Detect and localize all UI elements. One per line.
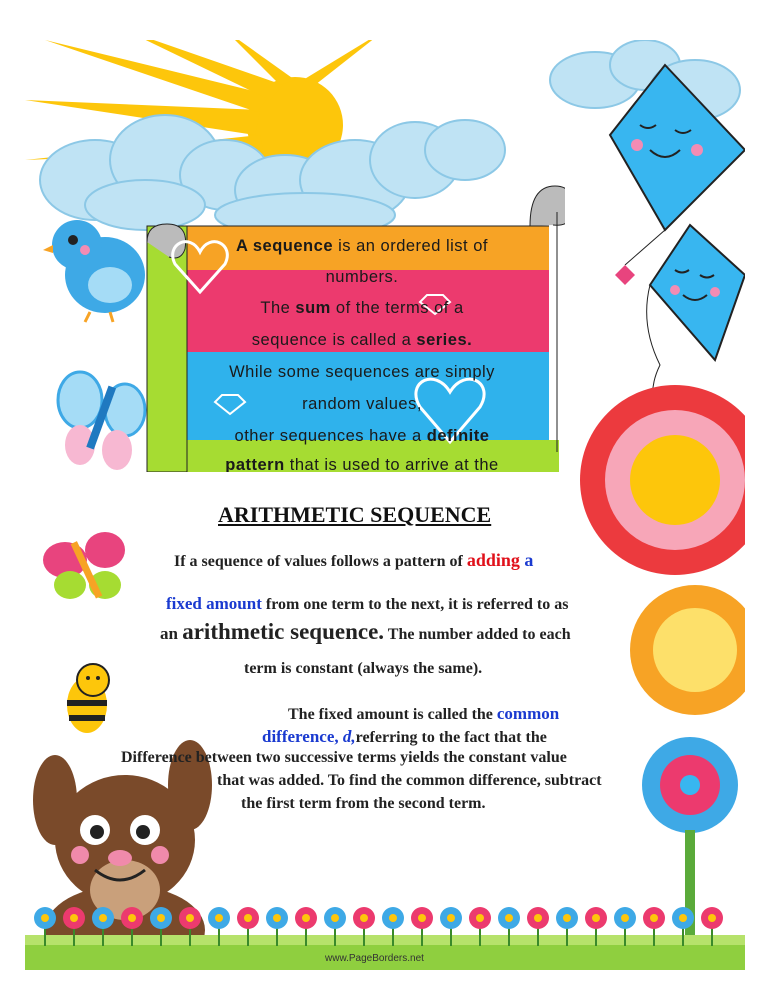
small-flower-center — [157, 914, 165, 922]
small-flower-center — [128, 914, 136, 922]
small-flower-stem — [334, 928, 336, 946]
small-flower-center — [418, 914, 426, 922]
flower-icon — [580, 385, 745, 575]
page-title: ARITHMETIC SEQUENCE — [218, 502, 492, 527]
scroll-line-4: sequence is called a series. — [251, 331, 473, 349]
small-flower-stem — [160, 928, 162, 946]
small-flower-stem — [682, 928, 684, 946]
small-flower-center — [99, 914, 107, 922]
bee-icon — [67, 664, 109, 733]
small-flower-center — [70, 914, 78, 922]
para2-line1: The fixed amount is called the common — [288, 704, 560, 723]
small-flower-stem — [421, 928, 423, 946]
scroll-line-5: While some sequences are simply — [229, 363, 495, 381]
small-flower-stem — [131, 928, 133, 946]
para2-line5: the first term from the second term. — [241, 795, 486, 812]
para2-line3: Difference between two successive terms yields the constant value — [121, 749, 567, 766]
small-flower-stem — [595, 928, 597, 946]
small-flower-center — [302, 914, 310, 922]
small-flower-center — [505, 914, 513, 922]
small-flower-stem — [102, 928, 104, 946]
small-flower-center — [447, 914, 455, 922]
scroll-line-8-clip — [182, 450, 542, 472]
small-flower-center — [331, 914, 339, 922]
scroll-line-7: other sequences have a definite — [234, 427, 490, 445]
scroll-line-1: A sequence is an ordered list of — [235, 237, 488, 255]
small-flower-center — [389, 914, 397, 922]
small-flower-center — [360, 914, 368, 922]
small-flower-stem — [479, 928, 481, 946]
small-flower-stem — [653, 928, 655, 946]
para1-line4: term is constant (always the same). — [244, 660, 483, 677]
small-flower-center — [592, 914, 600, 922]
small-flower-stem — [73, 928, 75, 946]
small-flower-center — [244, 914, 252, 922]
small-flower-stem — [537, 928, 539, 946]
para1-line2: fixed amount from one term to the next, it is referred to as — [166, 594, 569, 613]
para1-line3: an arithmetic sequence. The number added to each — [160, 619, 571, 644]
small-flower-center — [186, 914, 194, 922]
small-flower-stem — [450, 928, 452, 946]
small-flower-stem — [247, 928, 249, 946]
para2-line2: difference, d,referring to the fact that the — [262, 727, 547, 746]
small-flower-center — [476, 914, 484, 922]
para1-line1: If a sequence of values follows a pattern of adding a — [174, 550, 534, 570]
small-flower-stem — [624, 928, 626, 946]
small-flower-center — [679, 914, 687, 922]
scroll-line-8: pattern that is used to arrive at the — [225, 456, 499, 472]
small-flower-center — [41, 914, 49, 922]
small-flower-stem — [218, 928, 220, 946]
small-flower-center — [708, 914, 716, 922]
bird-icon — [43, 220, 145, 322]
small-flower-stem — [305, 928, 307, 946]
footer-url: www.PageBorders.net — [325, 953, 424, 964]
small-flower-stem — [44, 928, 46, 946]
scroll-line-6: random values, — [302, 395, 422, 413]
small-flower-stem — [508, 928, 510, 946]
small-flower-stem — [566, 928, 568, 946]
butterfly-icon — [58, 372, 145, 470]
para2-line4: that was added. To find the common difference, subtract — [217, 772, 602, 789]
scroll-line-3: The sum of the terms of a — [260, 299, 464, 317]
small-flower-stem — [363, 928, 365, 946]
small-flower-center — [273, 914, 281, 922]
small-flower-center — [650, 914, 658, 922]
small-flower-center — [563, 914, 571, 922]
flower-icon — [630, 585, 745, 715]
small-flower-stem — [189, 928, 191, 946]
small-flower-center — [215, 914, 223, 922]
small-flower-stem — [711, 928, 713, 946]
butterfly-icon — [43, 532, 125, 599]
small-flower-center — [534, 914, 542, 922]
small-flower-center — [621, 914, 629, 922]
scroll-line-2: numbers. — [325, 268, 399, 286]
small-flower-stem — [392, 928, 394, 946]
small-flower-stem — [276, 928, 278, 946]
